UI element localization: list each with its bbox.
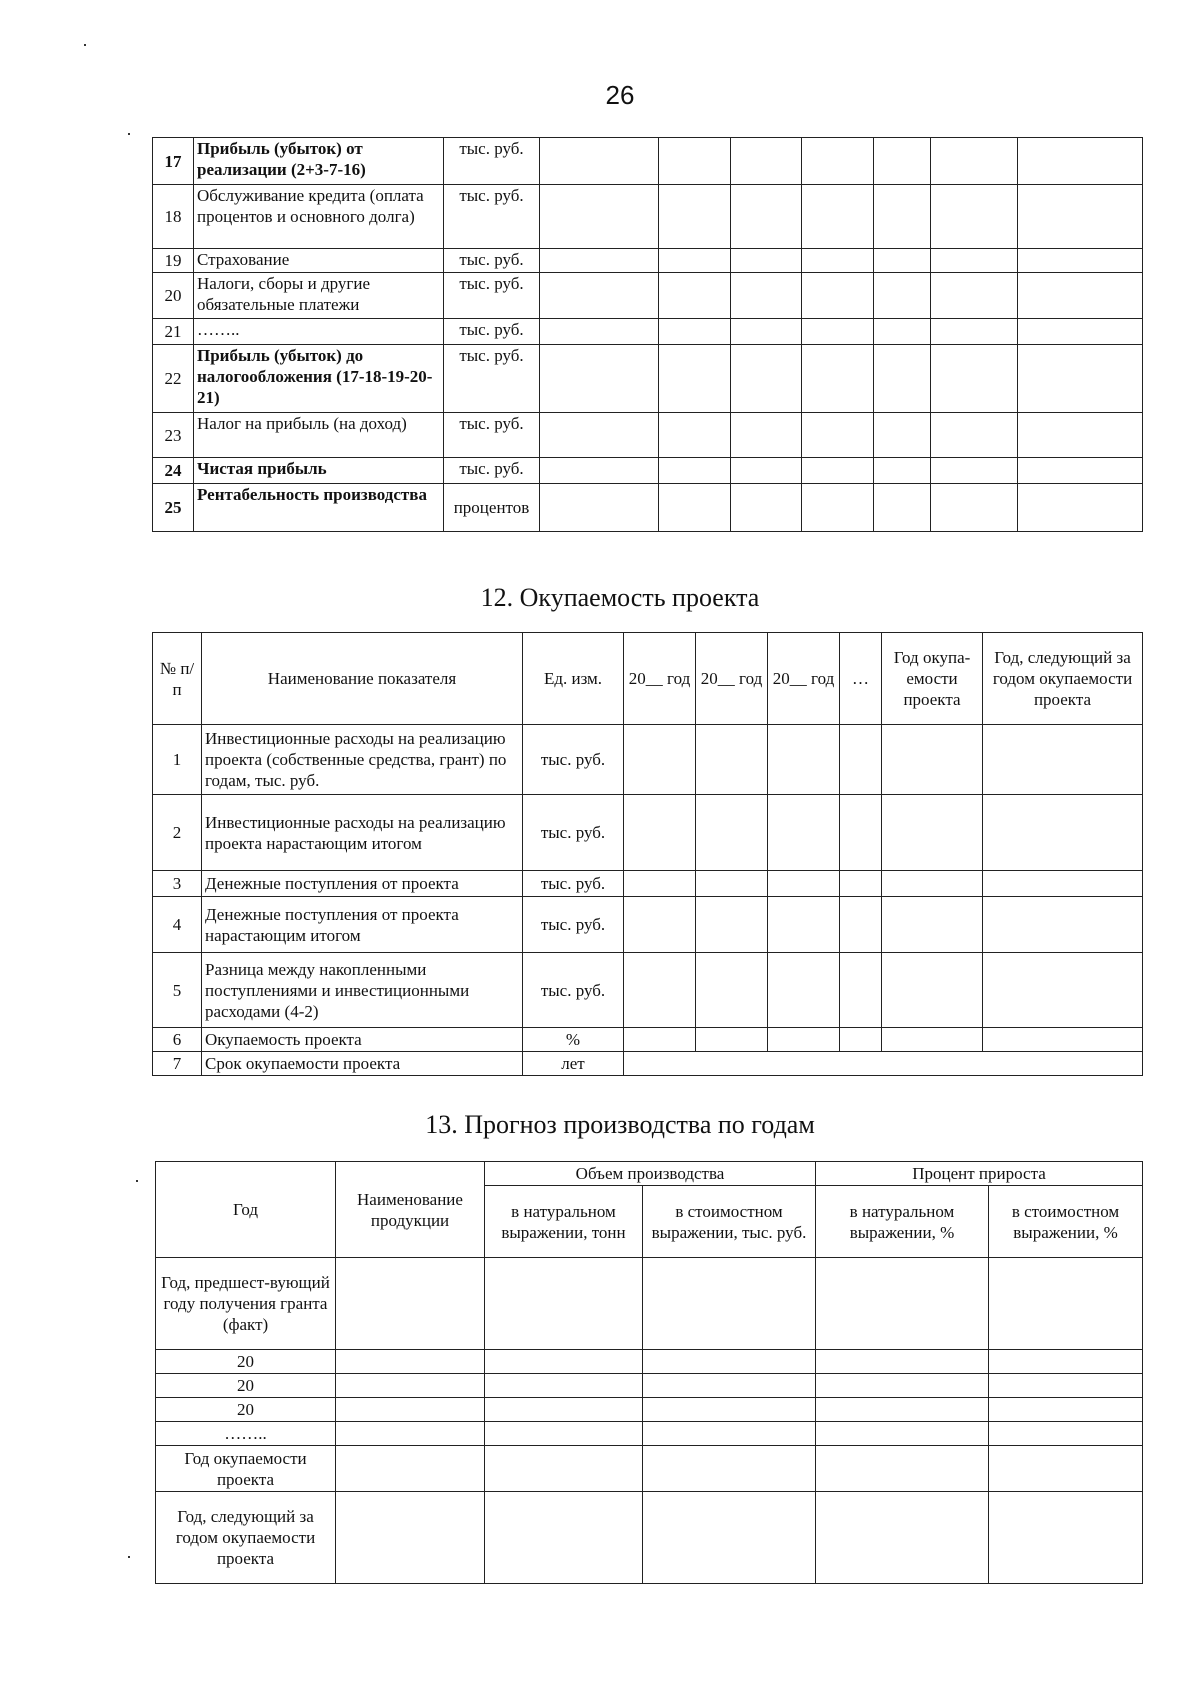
row-unit: тыс. руб.	[523, 725, 624, 795]
empty-cell	[336, 1258, 485, 1350]
empty-cell	[643, 1374, 816, 1398]
header-growth: Процент прироста	[816, 1162, 1143, 1186]
row-unit: тыс. руб.	[444, 273, 540, 319]
page-number: 26	[605, 80, 635, 110]
empty-cell	[485, 1258, 643, 1350]
row-number: 20	[153, 273, 194, 319]
row-unit: тыс. руб.	[444, 185, 540, 249]
row-number: 7	[153, 1052, 202, 1076]
empty-cell	[659, 138, 731, 185]
row-unit: тыс. руб.	[444, 413, 540, 458]
table-row	[153, 273, 1143, 319]
empty-cell	[983, 725, 1143, 795]
empty-cell	[540, 273, 659, 319]
empty-cell	[643, 1258, 816, 1350]
row-year: Год, следующий за годом окупаемости проекта	[156, 1492, 336, 1584]
empty-cell	[840, 897, 882, 953]
empty-cell	[624, 725, 696, 795]
empty-cell	[840, 725, 882, 795]
row-number: 6	[153, 1028, 202, 1052]
row-number: 17	[153, 138, 194, 185]
table-row	[153, 458, 1143, 484]
row-unit: тыс. руб.	[523, 953, 624, 1028]
row-year: Год окупаемости проекта	[156, 1446, 336, 1492]
header-year-1: 20__ год	[624, 633, 696, 725]
empty-cell	[1018, 319, 1143, 345]
row-number: 1	[153, 725, 202, 795]
row-label: Срок окупаемости проекта	[202, 1052, 523, 1076]
row-label: Обслуживание кредита (оплата процентов и основного долга)	[194, 185, 444, 249]
empty-cell	[485, 1422, 643, 1446]
empty-cell	[540, 413, 659, 458]
row-label: Рентабельность производства	[194, 484, 444, 532]
empty-cell	[802, 345, 874, 413]
row-number: 22	[153, 345, 194, 413]
row-unit: лет	[523, 1052, 624, 1076]
financial-indicators-table	[152, 137, 1143, 532]
empty-cell	[731, 138, 802, 185]
empty-cell	[696, 725, 768, 795]
empty-cell	[696, 795, 768, 871]
row-label: Денежные поступления от проекта нарастающим итогом	[202, 897, 523, 953]
empty-cell	[840, 871, 882, 897]
empty-cell	[874, 413, 931, 458]
empty-cell	[540, 249, 659, 273]
table-row	[153, 484, 1143, 532]
empty-cell	[624, 1028, 696, 1052]
empty-cell	[731, 458, 802, 484]
header-growth-cost: в стоимостном выражении, %	[989, 1186, 1143, 1258]
empty-cell	[874, 273, 931, 319]
row-year: ……..	[156, 1422, 336, 1446]
empty-cell	[882, 725, 983, 795]
header-volume: Объем производства	[485, 1162, 816, 1186]
row-unit: тыс. руб.	[444, 458, 540, 484]
header-growth-natural: в натуральном выражении, %	[816, 1186, 989, 1258]
empty-cell	[731, 484, 802, 532]
empty-cell	[643, 1350, 816, 1374]
empty-cell	[840, 795, 882, 871]
row-label: Денежные поступления от проекта	[202, 871, 523, 897]
header-year: Год	[156, 1162, 336, 1258]
table-row	[156, 1258, 1143, 1350]
empty-cell	[840, 953, 882, 1028]
empty-cell	[874, 138, 931, 185]
empty-cell	[485, 1374, 643, 1398]
empty-cell	[624, 1052, 1143, 1076]
section-12-title: 12. Окупаемость проекта	[480, 583, 760, 612]
row-label: Разница между накопленными поступлениями и инвестиционными расходами (4-2)	[202, 953, 523, 1028]
empty-cell	[989, 1446, 1143, 1492]
empty-cell	[989, 1422, 1143, 1446]
header-payback-year: Год окупа-емости проекта	[882, 633, 983, 725]
empty-cell	[768, 871, 840, 897]
empty-cell	[659, 413, 731, 458]
empty-cell	[540, 345, 659, 413]
table-row	[153, 345, 1143, 413]
header-num: № п/п	[153, 633, 202, 725]
empty-cell	[989, 1492, 1143, 1584]
empty-cell	[816, 1492, 989, 1584]
empty-cell	[731, 345, 802, 413]
table-row	[153, 871, 1143, 897]
scan-speck	[128, 133, 130, 135]
empty-cell	[768, 795, 840, 871]
table-row	[153, 319, 1143, 345]
empty-cell	[874, 345, 931, 413]
row-number: 18	[153, 185, 194, 249]
empty-cell	[659, 273, 731, 319]
table-row	[156, 1374, 1143, 1398]
empty-cell	[768, 1028, 840, 1052]
table-row	[153, 185, 1143, 249]
empty-cell	[983, 795, 1143, 871]
empty-cell	[336, 1374, 485, 1398]
empty-cell	[816, 1374, 989, 1398]
empty-cell	[931, 319, 1018, 345]
empty-cell	[768, 725, 840, 795]
empty-cell	[816, 1350, 989, 1374]
empty-cell	[882, 897, 983, 953]
row-unit: тыс. руб.	[444, 249, 540, 273]
empty-cell	[336, 1492, 485, 1584]
empty-cell	[540, 185, 659, 249]
row-unit: тыс. руб.	[444, 138, 540, 185]
section-13-title: 13. Прогноз производства по годам	[425, 1110, 815, 1139]
row-label: Инвестиционные расходы на реализацию проекта (собственные средства, грант) по годам, тыс. руб.	[202, 725, 523, 795]
empty-cell	[931, 273, 1018, 319]
empty-cell	[540, 138, 659, 185]
row-unit: тыс. руб.	[523, 897, 624, 953]
empty-cell	[802, 249, 874, 273]
empty-cell	[874, 458, 931, 484]
row-label: Налоги, сборы и другие обязательные платежи	[194, 273, 444, 319]
scan-speck	[128, 1556, 130, 1558]
empty-cell	[931, 484, 1018, 532]
header-name: Наименование показателя	[202, 633, 523, 725]
empty-cell	[659, 345, 731, 413]
empty-cell	[1018, 484, 1143, 532]
empty-cell	[540, 484, 659, 532]
empty-cell	[696, 1028, 768, 1052]
empty-cell	[643, 1446, 816, 1492]
empty-cell	[1018, 138, 1143, 185]
row-label: ……..	[194, 319, 444, 345]
empty-cell	[989, 1398, 1143, 1422]
empty-cell	[540, 458, 659, 484]
empty-cell	[485, 1350, 643, 1374]
empty-cell	[931, 458, 1018, 484]
empty-cell	[989, 1374, 1143, 1398]
empty-cell	[816, 1422, 989, 1446]
table-row	[153, 953, 1143, 1028]
row-label: Страхование	[194, 249, 444, 273]
empty-cell	[882, 795, 983, 871]
empty-cell	[624, 953, 696, 1028]
table-row	[156, 1422, 1143, 1446]
empty-cell	[659, 185, 731, 249]
empty-cell	[983, 871, 1143, 897]
empty-cell	[802, 413, 874, 458]
empty-cell	[540, 319, 659, 345]
row-number: 5	[153, 953, 202, 1028]
row-label: Прибыль (убыток) до налогообложения (17-18-19-20-21)	[194, 345, 444, 413]
row-year: 20	[156, 1350, 336, 1374]
row-number: 3	[153, 871, 202, 897]
empty-cell	[1018, 273, 1143, 319]
empty-cell	[1018, 185, 1143, 249]
empty-cell	[659, 458, 731, 484]
empty-cell	[731, 185, 802, 249]
empty-cell	[768, 897, 840, 953]
row-year: 20	[156, 1398, 336, 1422]
empty-cell	[874, 249, 931, 273]
header-unit: Ед. изм.	[523, 633, 624, 725]
row-number: 21	[153, 319, 194, 345]
row-label: Инвестиционные расходы на реализацию проекта нарастающим итогом	[202, 795, 523, 871]
empty-cell	[816, 1258, 989, 1350]
empty-cell	[989, 1258, 1143, 1350]
empty-cell	[802, 319, 874, 345]
empty-cell	[1018, 249, 1143, 273]
row-unit: %	[523, 1028, 624, 1052]
row-number: 4	[153, 897, 202, 953]
empty-cell	[874, 319, 931, 345]
empty-cell	[485, 1446, 643, 1492]
empty-cell	[731, 413, 802, 458]
table-row	[153, 1052, 1143, 1076]
empty-cell	[336, 1422, 485, 1446]
empty-cell	[1018, 345, 1143, 413]
table-row	[153, 138, 1143, 185]
table-row	[153, 413, 1143, 458]
empty-cell	[983, 953, 1143, 1028]
empty-cell	[696, 953, 768, 1028]
row-unit: тыс. руб.	[444, 319, 540, 345]
row-label: Окупаемость проекта	[202, 1028, 523, 1052]
empty-cell	[336, 1446, 485, 1492]
header-volume-cost: в стоимостном выражении, тыс. руб.	[643, 1186, 816, 1258]
empty-cell	[336, 1350, 485, 1374]
empty-cell	[989, 1350, 1143, 1374]
empty-cell	[659, 319, 731, 345]
empty-cell	[696, 871, 768, 897]
empty-cell	[659, 249, 731, 273]
row-label: Прибыль (убыток) от реализации (2+3-7-16)	[194, 138, 444, 185]
header-next-year: Год, следующий за годом окупаемости проекта	[983, 633, 1143, 725]
header-year-2: 20__ год	[696, 633, 768, 725]
row-number: 23	[153, 413, 194, 458]
empty-cell	[485, 1398, 643, 1422]
empty-cell	[802, 185, 874, 249]
empty-cell	[874, 484, 931, 532]
scan-speck	[136, 1180, 138, 1182]
table-row	[153, 795, 1143, 871]
table-row	[156, 1350, 1143, 1374]
row-unit: тыс. руб.	[523, 795, 624, 871]
header-year-3: 20__ год	[768, 633, 840, 725]
row-unit: тыс. руб.	[444, 345, 540, 413]
empty-cell	[874, 185, 931, 249]
row-unit: процентов	[444, 484, 540, 532]
empty-cell	[696, 897, 768, 953]
empty-cell	[931, 345, 1018, 413]
row-year: Год, предшест-вующий году получения гранта (факт)	[156, 1258, 336, 1350]
empty-cell	[816, 1398, 989, 1422]
table-row	[153, 1028, 1143, 1052]
header-ellipsis: …	[840, 633, 882, 725]
empty-cell	[931, 249, 1018, 273]
header-volume-natural: в натуральном выражении, тонн	[485, 1186, 643, 1258]
table-row	[156, 1446, 1143, 1492]
row-number: 19	[153, 249, 194, 273]
empty-cell	[816, 1446, 989, 1492]
empty-cell	[983, 1028, 1143, 1052]
payback-table	[152, 632, 1143, 1076]
table-row	[156, 1492, 1143, 1584]
production-forecast-table	[155, 1161, 1143, 1584]
row-number: 24	[153, 458, 194, 484]
empty-cell	[731, 319, 802, 345]
empty-cell	[802, 458, 874, 484]
empty-cell	[768, 953, 840, 1028]
empty-cell	[882, 1028, 983, 1052]
empty-cell	[643, 1492, 816, 1584]
empty-cell	[485, 1492, 643, 1584]
empty-cell	[802, 138, 874, 185]
empty-cell	[802, 484, 874, 532]
row-year: 20	[156, 1374, 336, 1398]
empty-cell	[931, 185, 1018, 249]
row-label: Налог на прибыль (на доход)	[194, 413, 444, 458]
empty-cell	[802, 273, 874, 319]
empty-cell	[624, 795, 696, 871]
table-row	[153, 249, 1143, 273]
row-label: Чистая прибыль	[194, 458, 444, 484]
header-product: Наименование продукции	[336, 1162, 485, 1258]
empty-cell	[659, 484, 731, 532]
empty-cell	[643, 1398, 816, 1422]
empty-cell	[840, 1028, 882, 1052]
scan-speck	[84, 44, 86, 46]
empty-cell	[882, 871, 983, 897]
empty-cell	[1018, 413, 1143, 458]
empty-cell	[643, 1422, 816, 1446]
empty-cell	[1018, 458, 1143, 484]
empty-cell	[624, 897, 696, 953]
empty-cell	[931, 138, 1018, 185]
empty-cell	[624, 871, 696, 897]
empty-cell	[882, 953, 983, 1028]
empty-cell	[983, 897, 1143, 953]
empty-cell	[336, 1398, 485, 1422]
table-row	[156, 1398, 1143, 1422]
row-number: 25	[153, 484, 194, 532]
table-row	[153, 725, 1143, 795]
empty-cell	[731, 249, 802, 273]
empty-cell	[731, 273, 802, 319]
row-unit: тыс. руб.	[523, 871, 624, 897]
row-number: 2	[153, 795, 202, 871]
table-row	[153, 897, 1143, 953]
empty-cell	[931, 413, 1018, 458]
